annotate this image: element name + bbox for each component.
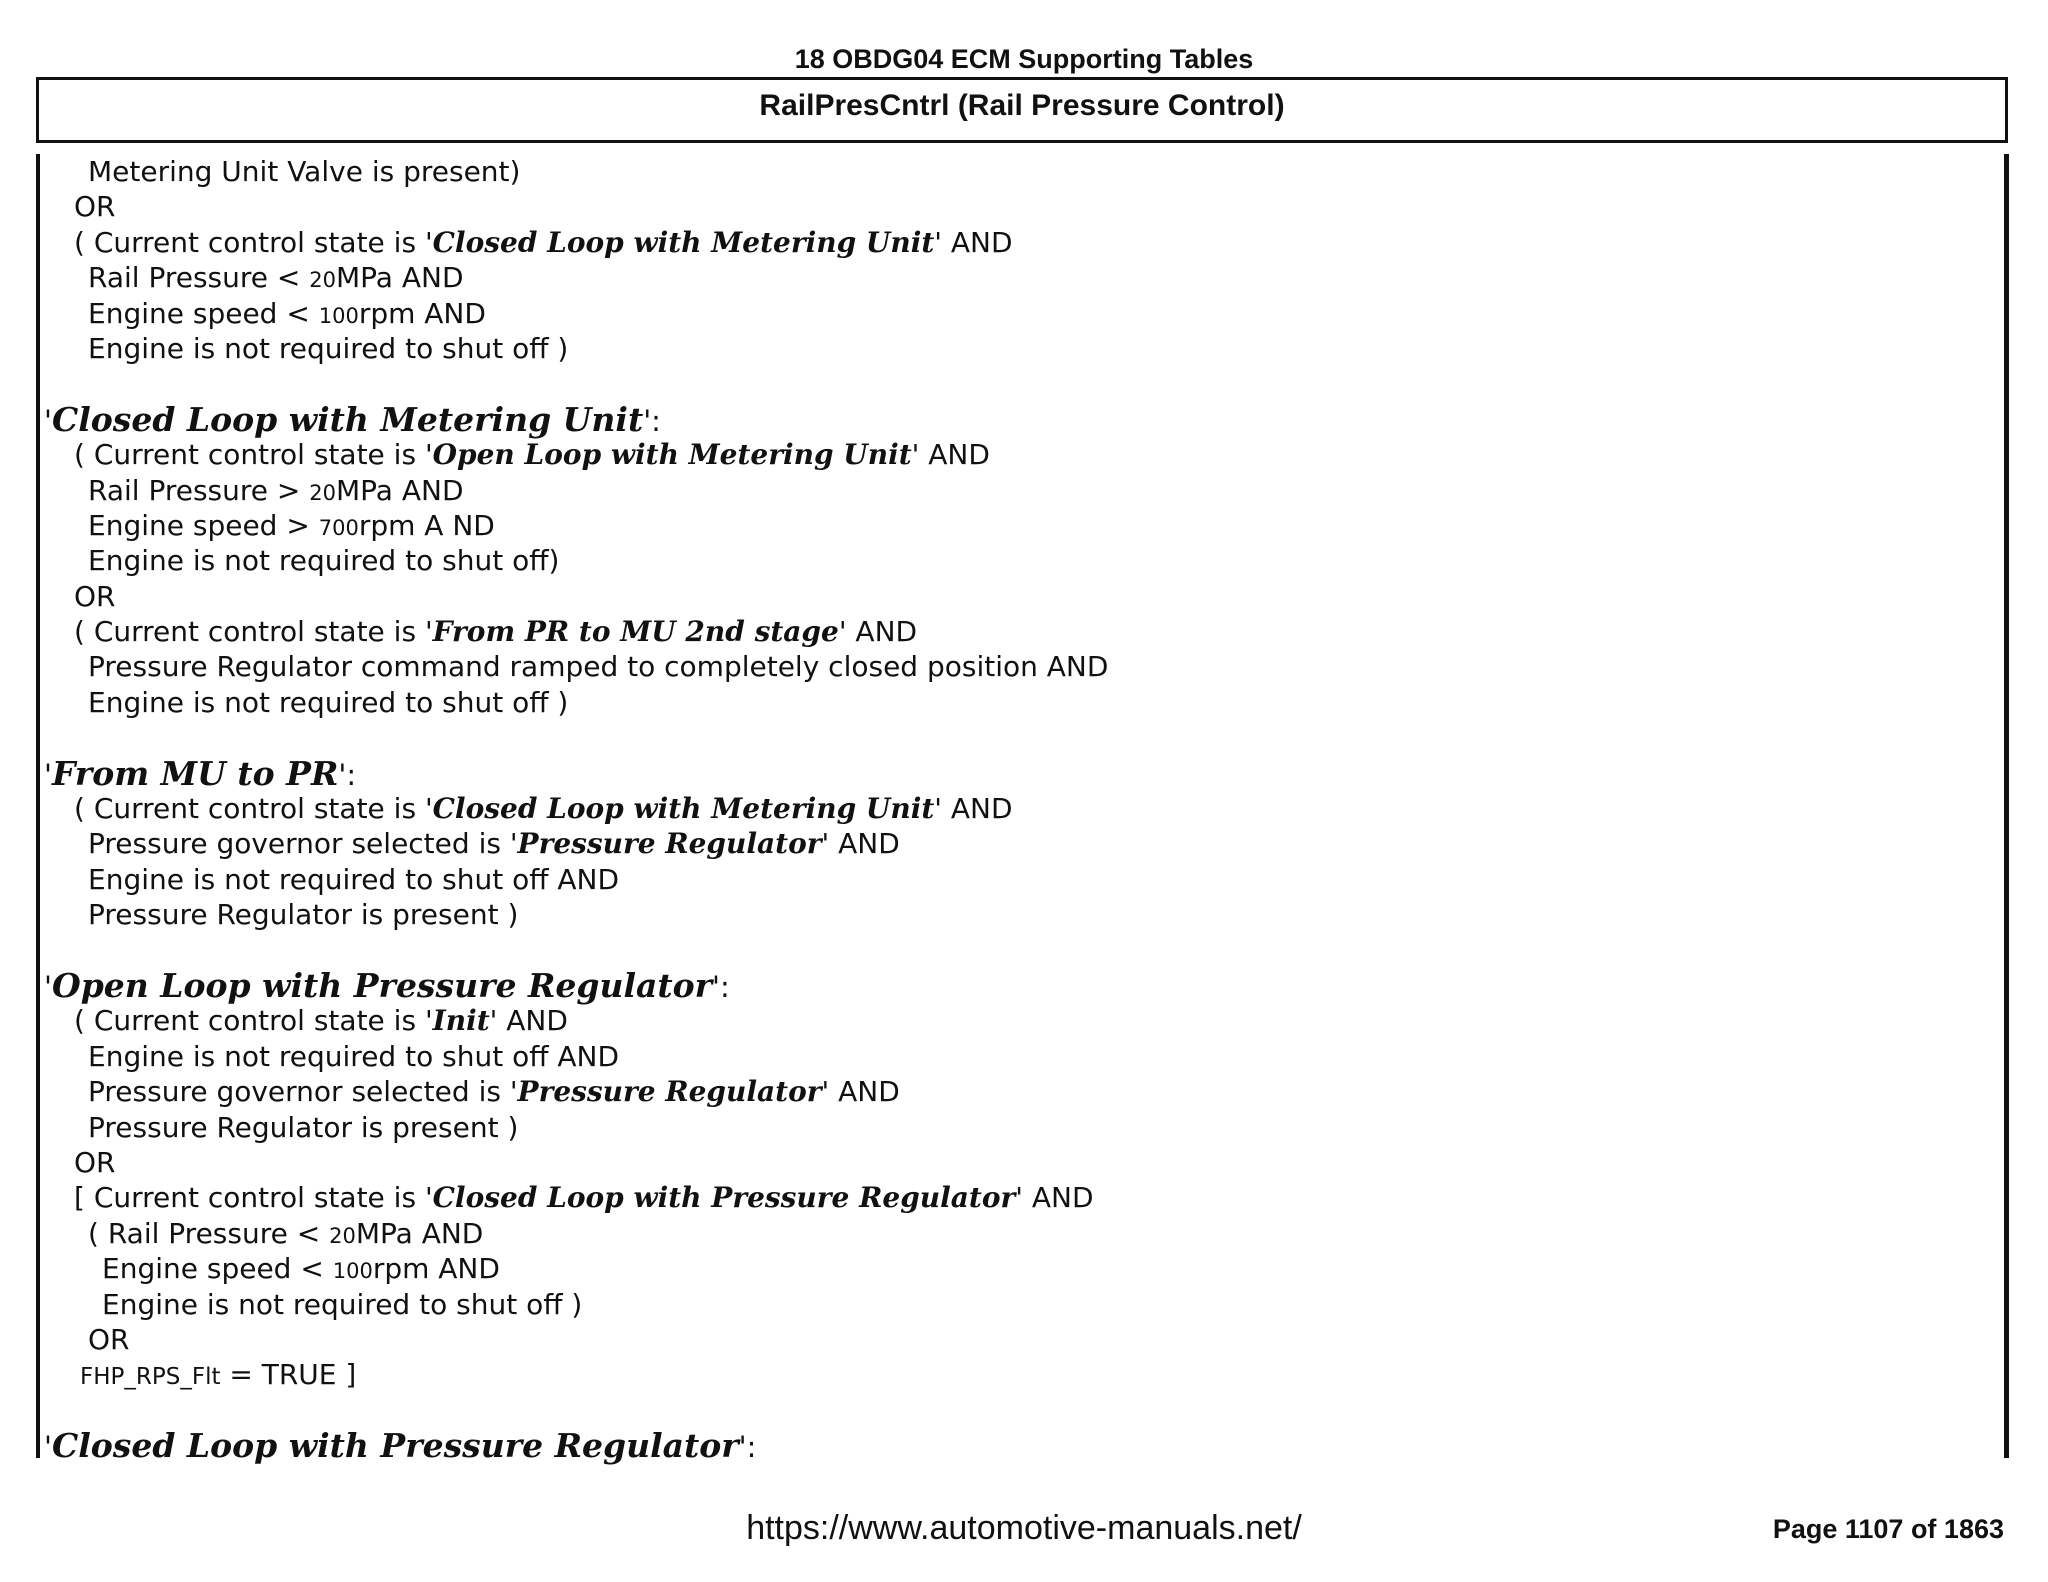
state-name: Pressure Regulator: [517, 1075, 822, 1109]
text-line: Engine speed < 100rpm AND: [88, 296, 486, 330]
threshold-value: 700: [318, 515, 359, 540]
left-border-rule: [36, 154, 40, 1458]
state-name: Closed Loop with Metering Unit: [432, 225, 935, 259]
text-line: Pressure Regulator command ramped to completely closed position AND: [88, 650, 1109, 684]
footer-url-link[interactable]: https://www.automotive-manuals.net/: [746, 1509, 1302, 1547]
threshold-value: 20: [309, 480, 337, 505]
blank-line: [44, 366, 1984, 401]
text-line: Pressure governor selected is 'Pressure Regulator' AND: [88, 1075, 900, 1109]
threshold-value: 20: [329, 1223, 356, 1248]
text-line: ( Current control state is 'From PR to MU 2nd stage' AND: [74, 615, 918, 649]
state-name: Init: [432, 1004, 490, 1038]
text-line: Engine is not required to shut off): [88, 544, 560, 578]
text-line: Metering Unit Valve is present): [88, 155, 521, 188]
section-title: RailPresCntrl (Rail Pressure Control): [759, 89, 1285, 122]
text-line: [ Current control state is 'Closed Loop with Pressure Regulator' AND: [74, 1181, 1094, 1215]
fault-flag-name: FHP_RPS_Flt: [80, 1364, 221, 1391]
text-line: Engine is not required to shut off AND: [88, 1039, 620, 1073]
text-line: Engine is not required to shut off ): [102, 1287, 583, 1321]
threshold-value: 100: [332, 1259, 373, 1284]
content-body: [44, 154, 1984, 1466]
threshold-value: 100: [318, 303, 359, 328]
text-line: Engine speed > 700rpm A ND: [88, 508, 495, 542]
text-line: ( Current control state is 'Closed Loop with Metering Unit' AND: [74, 225, 1013, 259]
right-border-rule: [2004, 154, 2009, 1458]
text-line: Engine is not required to shut off AND: [88, 862, 620, 896]
state-heading: 'From MU to PR':: [44, 753, 357, 793]
footer-page-number: Page 1107 of 1863: [1772, 1514, 2004, 1544]
text-line: ( Current control state is 'Closed Loop with Metering Unit' AND: [74, 792, 1013, 826]
state-heading: 'Open Loop with Pressure Regulator':: [44, 965, 730, 1005]
document-title: 18 OBDG04 ECM Supporting Tables: [794, 44, 1254, 74]
text-line: Rail Pressure > 20MPa AND: [88, 473, 464, 507]
text-line: Rail Pressure < 20MPa AND: [88, 261, 464, 295]
state-name: Closed Loop with Metering Unit: [432, 792, 935, 826]
text-line: OR: [74, 579, 116, 613]
text-line: Engine is not required to shut off ): [88, 331, 569, 365]
text-line: FHP_RPS_Flt = TRUE ]: [80, 1358, 357, 1392]
blank-line: [44, 720, 1984, 755]
section-header-box: [36, 77, 2008, 143]
threshold-value: 20: [309, 268, 337, 293]
text-line: OR: [88, 1322, 130, 1356]
text-line: Engine speed < 100rpm AND: [102, 1252, 500, 1286]
state-name: From PR to MU 2nd stage: [432, 615, 839, 649]
text-line: ( Current control state is 'Open Loop with Metering Unit' AND: [74, 438, 990, 472]
text-line: Pressure Regulator is present ): [88, 1110, 519, 1144]
blank-line: [44, 1393, 1984, 1428]
blank-line: [44, 933, 1984, 968]
text-line: OR: [74, 1145, 116, 1179]
text-line: Pressure governor selected is 'Pressure Regulator' AND: [88, 827, 900, 861]
state-name: Open Loop with Metering Unit: [432, 438, 912, 472]
text-line: Engine is not required to shut off ): [88, 685, 569, 719]
state-name: Pressure Regulator: [517, 827, 822, 861]
state-heading: 'Closed Loop with Metering Unit':: [44, 399, 661, 439]
state-name: Closed Loop with Pressure Regulator: [432, 1181, 1016, 1215]
text-line: ( Current control state is 'Init' AND: [74, 1004, 568, 1038]
text-line: ( Rail Pressure < 20MPa AND: [88, 1216, 484, 1250]
text-line: OR: [74, 190, 116, 224]
text-line: Pressure Regulator is present ): [88, 898, 519, 932]
state-heading: 'Closed Loop with Pressure Regulator':: [44, 1426, 757, 1466]
